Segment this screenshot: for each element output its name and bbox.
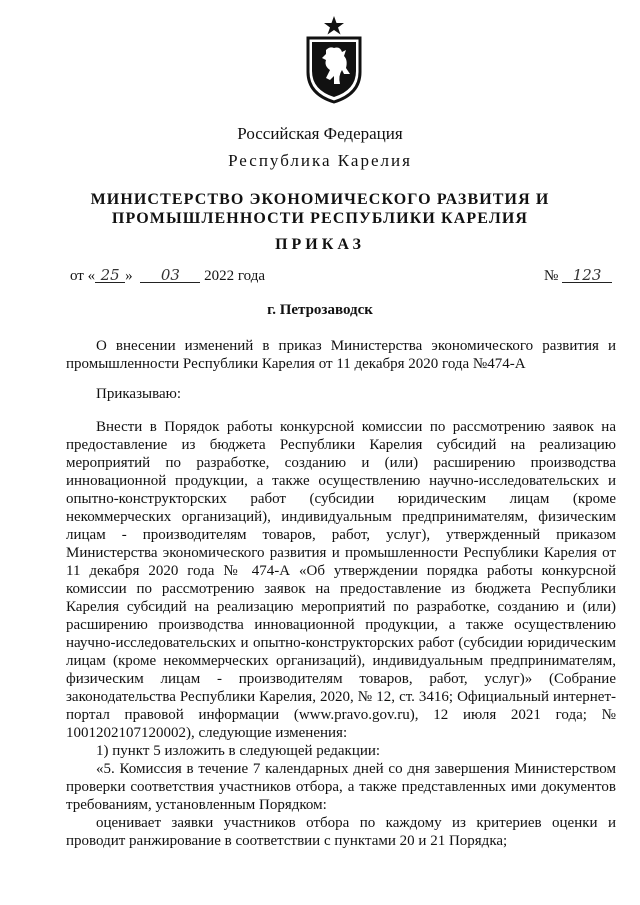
date-prefix: от « (70, 268, 96, 284)
paragraph-2: 1) пункт 5 изложить в следующей редакции: (96, 743, 381, 759)
karelia-coat-of-arms-emblem (300, 14, 368, 104)
paragraph-3: «5. Комиссия в течение 7 календарных дней со дня завершения Министерством проверки соответствия участников отбора, а также представленных ими документов требованиям, установленным Порядком: (66, 761, 616, 813)
order-subject (66, 337, 616, 373)
city-name: г. Петрозаводск (267, 302, 373, 318)
order-body (66, 418, 616, 850)
republic-name: Республика Карелия (228, 151, 412, 170)
subject-text: О внесении изменений в приказ Министерства экономического развития и промышленности Республики Карелия от 11 декабря 2020 года №474-А (66, 338, 616, 372)
date-mid: » (125, 268, 133, 284)
order-number (544, 268, 612, 285)
date-month: 03 (140, 268, 200, 283)
number-prefix: № (544, 268, 559, 284)
document-type: ПРИКАЗ (275, 236, 365, 253)
directive-text: Приказываю: (96, 386, 181, 402)
ministry-name (0, 190, 640, 228)
star-icon (324, 16, 344, 35)
order-directive (66, 385, 616, 403)
ministry-name-line2: ПРОМЫШЛЕННОСТИ РЕСПУБЛИКИ КАРЕЛИЯ (111, 210, 529, 227)
number-value: 123 (562, 268, 612, 283)
date-day: 25 (95, 268, 125, 283)
date-year: 2022 года (204, 268, 265, 284)
paragraph-4: оценивает заявки участников отбора по каждому из критериев оценки и проводит ранжирование в соответствии с пунктами 20 и 21 Порядка; (66, 815, 616, 849)
paragraph-1: Внести в Порядок работы конкурсной комиссии по рассмотрению заявок на предоставление из бюджета Республики Карелия субсидий на реализацию мероприятий по разработке, созданию и (или) расширению производства инновационной продукции, а также осуществлению научно-исследовательских и опытно-конструкторских работ (субсидии юридическим лицам (кроме некоммерческих организаций), индивидуальным предпринимателям, физическим лицам - производителям товаров, работ, услуг), утвержденный приказом Министерства экономического развития и промышленности Республики Карелия от 11 декабря 2020 года № 474-А «Об утверждении порядка работы конкурсной комиссии по рассмотрению заявок на предоставление из бюджета Республики Карелия субсидий на реализацию мероприятий по разработке, созданию и (или) расширению производства инновационной продукции, а также осуществлению научно-исследовательских и опытно-конструкторских работ (субсидии юридическим лицам (кроме некоммерческих организаций), индивидуальным предпринимателям, физическим лицам - производителям товаров, работ, услуг)» (Собрание законодательства Республики Карелия, 2020, № 12, ст. 3416; Официальный интернет-портал правовой информации (www.pravo.gov.ru), 12 июля 2021 года; № 1001202107120002), следующие изменения: (66, 419, 616, 741)
ministry-name-line1: МИНИСТЕРСТВО ЭКОНОМИЧЕСКОГО РАЗВИТИЯ И (90, 191, 550, 208)
order-date (70, 268, 265, 285)
country-name: Российская Федерация (237, 124, 403, 143)
